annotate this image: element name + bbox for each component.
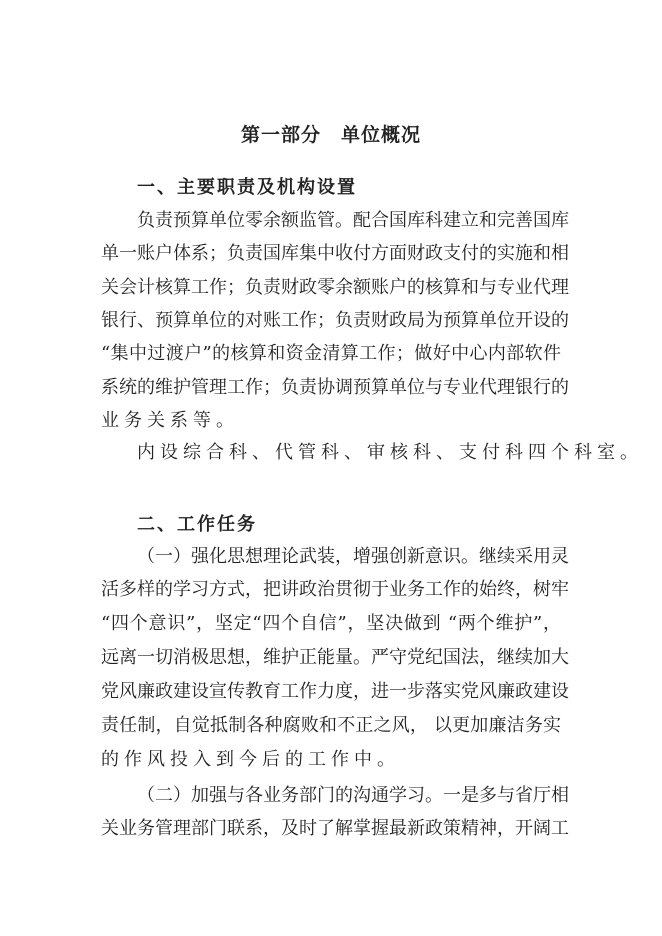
paragraph-line: “四个意识”，坚定“四个自信”，坚决做到 “两个维护”， xyxy=(101,613,561,634)
paragraph-line: 活多样的学习方式，把讲政治贯彻于业务工作的始终，树牢 xyxy=(101,579,569,600)
paragraph-line: 银行、预算单位的对账工作；负责财政局为预算单位开设的 xyxy=(101,310,569,331)
paragraph-line: 责任制，自觉抵制各种腐败和不正之风， 以更加廉洁务实 xyxy=(101,715,561,736)
section-heading-1: 一、主要职责及机构设置 xyxy=(137,177,357,198)
paragraph-line: 党风廉政建设宣传教育工作力度，进一步落实党风廉政建设 xyxy=(101,681,569,702)
paragraph-line: “集中过渡户”的核算和资金清算工作；做好中心内部软件 xyxy=(101,343,561,364)
paragraph: 内设综合科、代管科、审核科、支付科四个科室。 xyxy=(137,442,643,463)
paragraph-line: 单一账户体系；负责国库集中收付方面财政支付的实施和相 xyxy=(101,243,569,264)
paragraph-line: 关会计核算工作；负责财政零余额账户的核算和与专业代理 xyxy=(101,277,569,298)
paragraph-line: 业务关系等。 xyxy=(101,410,239,431)
paragraph-line: 的作风投入到今后的工作中。 xyxy=(101,749,400,770)
section-heading-2: 二、工作任务 xyxy=(137,514,257,535)
paragraph-line: 负责预算单位零余额监管。配合国库科建立和完善国库 xyxy=(137,210,569,231)
paragraph-line: （二）加强与各业务部门的沟通学习。一是多与省厅相 xyxy=(137,785,569,806)
paragraph-line: （一）强化思想理论武装，增强创新意识。继续采用灵 xyxy=(137,546,569,567)
page-title: 第一部分 单位概况 xyxy=(240,124,421,146)
paragraph-line: 关业务管理部门联系，及时了解掌握最新政策精神，开阔工 xyxy=(101,818,569,839)
paragraph-line: 系统的维护管理工作；负责协调预算单位与专业代理银行的 xyxy=(101,377,569,398)
paragraph-line: 远离一切消极思想，维护正能量。严守党纪国法，继续加大 xyxy=(101,647,569,668)
